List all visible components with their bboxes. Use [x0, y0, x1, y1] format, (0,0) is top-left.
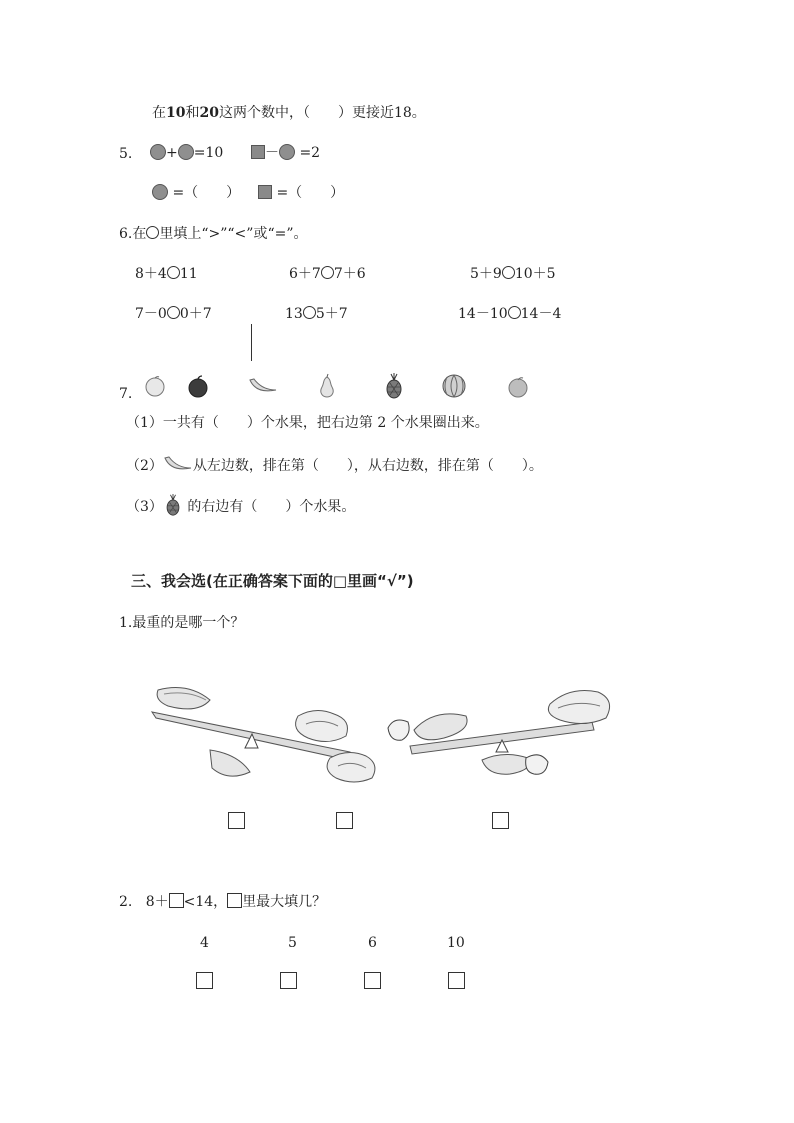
section-3-title: 三、我会选(在正确答案下面的□里画“√”) [131, 572, 414, 590]
q7-sub1: （1）一共有（ ）个水果，把右边第 2 个水果圈出来。 [126, 415, 489, 431]
q6-item-1 [135, 265, 198, 283]
q5-answer-square-text: =（ ） [276, 185, 345, 201]
q7-sub2-post: 从左边数，排在第（ ），从右边数，排在第（ ）。 [192, 458, 543, 474]
q4-number-1: 10 [166, 105, 186, 121]
q6-item-6 [458, 305, 561, 323]
q5-answer-circle [152, 184, 240, 202]
q6-item-4 [135, 305, 212, 323]
s3q2-answer-box-3[interactable] [364, 972, 381, 989]
gray-circle-icon [150, 144, 166, 160]
s3q2-expr-pre: 8＋ [145, 894, 169, 910]
q4-line [152, 104, 426, 122]
q5-answer-circle-text: =（ ） [172, 185, 241, 201]
s3q2-option-4: 10 [447, 935, 465, 951]
s3q2-expr-tail: 里最大填几？ [242, 894, 327, 910]
compare-circle-icon[interactable] [303, 306, 316, 319]
q6-item-left: 5＋9 [470, 266, 502, 282]
vertical-divider [251, 324, 252, 361]
s3q2-answer-box-1[interactable] [196, 972, 213, 989]
compare-circle-icon[interactable] [167, 266, 180, 279]
s3q2-option-1: 4 [200, 935, 209, 951]
s3q2-answer-box-4[interactable] [448, 972, 465, 989]
blank-square-icon [227, 893, 242, 908]
apple-icon [186, 374, 210, 398]
q6-item-5 [285, 305, 348, 323]
q5-eq1-value: =10 [193, 145, 224, 161]
q4-text-pre: 在 [152, 105, 166, 121]
q6-item-left: 6＋7 [289, 266, 321, 282]
q6-item-right: 0＋7 [179, 306, 212, 322]
q6-item-left: 7－0 [135, 306, 167, 322]
peach-icon [507, 375, 529, 399]
blank-square-icon [169, 893, 184, 908]
s3q2-answer-box-2[interactable] [280, 972, 297, 989]
banana-icon [163, 454, 193, 474]
s3q1-answer-box-1[interactable] [228, 812, 245, 829]
gray-circle-icon [279, 144, 295, 160]
q7-sub2-pre: （2） [126, 458, 163, 474]
q6-item-3 [470, 265, 556, 283]
q7-sub3-post: 的右边有（ ）个水果。 [187, 499, 356, 515]
s3q2-option-2: 5 [288, 935, 297, 951]
pineapple-icon [384, 373, 404, 399]
seesaw-left-illustration [148, 684, 388, 788]
q6-title-pre: 6.在 [119, 226, 147, 242]
s3q2-option-3: 6 [368, 935, 377, 951]
compare-circle-icon[interactable] [167, 306, 180, 319]
s3q2-number: 2. [119, 894, 133, 910]
q4-text-and: 和 [185, 105, 200, 121]
banana-icon [248, 376, 278, 398]
gray-circle-icon [152, 184, 168, 200]
q6-item-left: 8＋4 [135, 266, 167, 282]
q5-eq2-value: =2 [299, 145, 321, 161]
q7-sub3 [126, 494, 355, 516]
s3q1-answer-box-2[interactable] [336, 812, 353, 829]
s3q1-text: 1.最重的是哪一个？ [119, 615, 245, 631]
q5-plus: + [166, 145, 178, 161]
q5-equation-2 [251, 144, 320, 162]
blank-circle-icon [146, 226, 159, 239]
pear-icon [316, 373, 338, 399]
compare-circle-icon[interactable] [508, 306, 521, 319]
q6-item-left: 14－10 [458, 306, 508, 322]
q5-number: 5. [119, 146, 133, 162]
compare-circle-icon[interactable] [321, 266, 334, 279]
seesaw-right-illustration [384, 684, 624, 788]
q6-item-right: 10＋5 [514, 266, 556, 282]
gray-square-icon [251, 145, 265, 159]
orange-icon [143, 374, 167, 398]
q7-sub3-pre: （3） [126, 499, 163, 515]
watermelon-icon [441, 373, 467, 399]
q5-answer-square [258, 184, 344, 202]
q7-number: 7. [119, 386, 133, 402]
gray-square-icon [258, 185, 272, 199]
q6-item-right: 11 [179, 266, 198, 282]
q4-text-mid: 这两个数中，（ ）更接近18。 [218, 105, 426, 121]
q6-item-right: 5＋7 [315, 306, 348, 322]
pineapple-icon [163, 494, 183, 516]
q5-equation-1 [150, 144, 223, 162]
s3q2-expr-post: <14， [183, 894, 228, 910]
q6-title [119, 225, 308, 243]
q7-sub2 [126, 454, 543, 475]
q5-minus: － [265, 145, 279, 161]
s3q1-answer-box-3[interactable] [492, 812, 509, 829]
q6-item-2 [289, 265, 366, 283]
q6-item-right: 7＋6 [333, 266, 366, 282]
q6-item-left: 13 [285, 306, 303, 322]
q6-item-right: 14－4 [520, 306, 562, 322]
gray-circle-icon [178, 144, 194, 160]
compare-circle-icon[interactable] [502, 266, 515, 279]
q4-number-2: 20 [199, 105, 219, 121]
s3q2-line [119, 893, 326, 911]
q6-title-post: 里填上“>”“<”或“=”。 [159, 226, 308, 242]
